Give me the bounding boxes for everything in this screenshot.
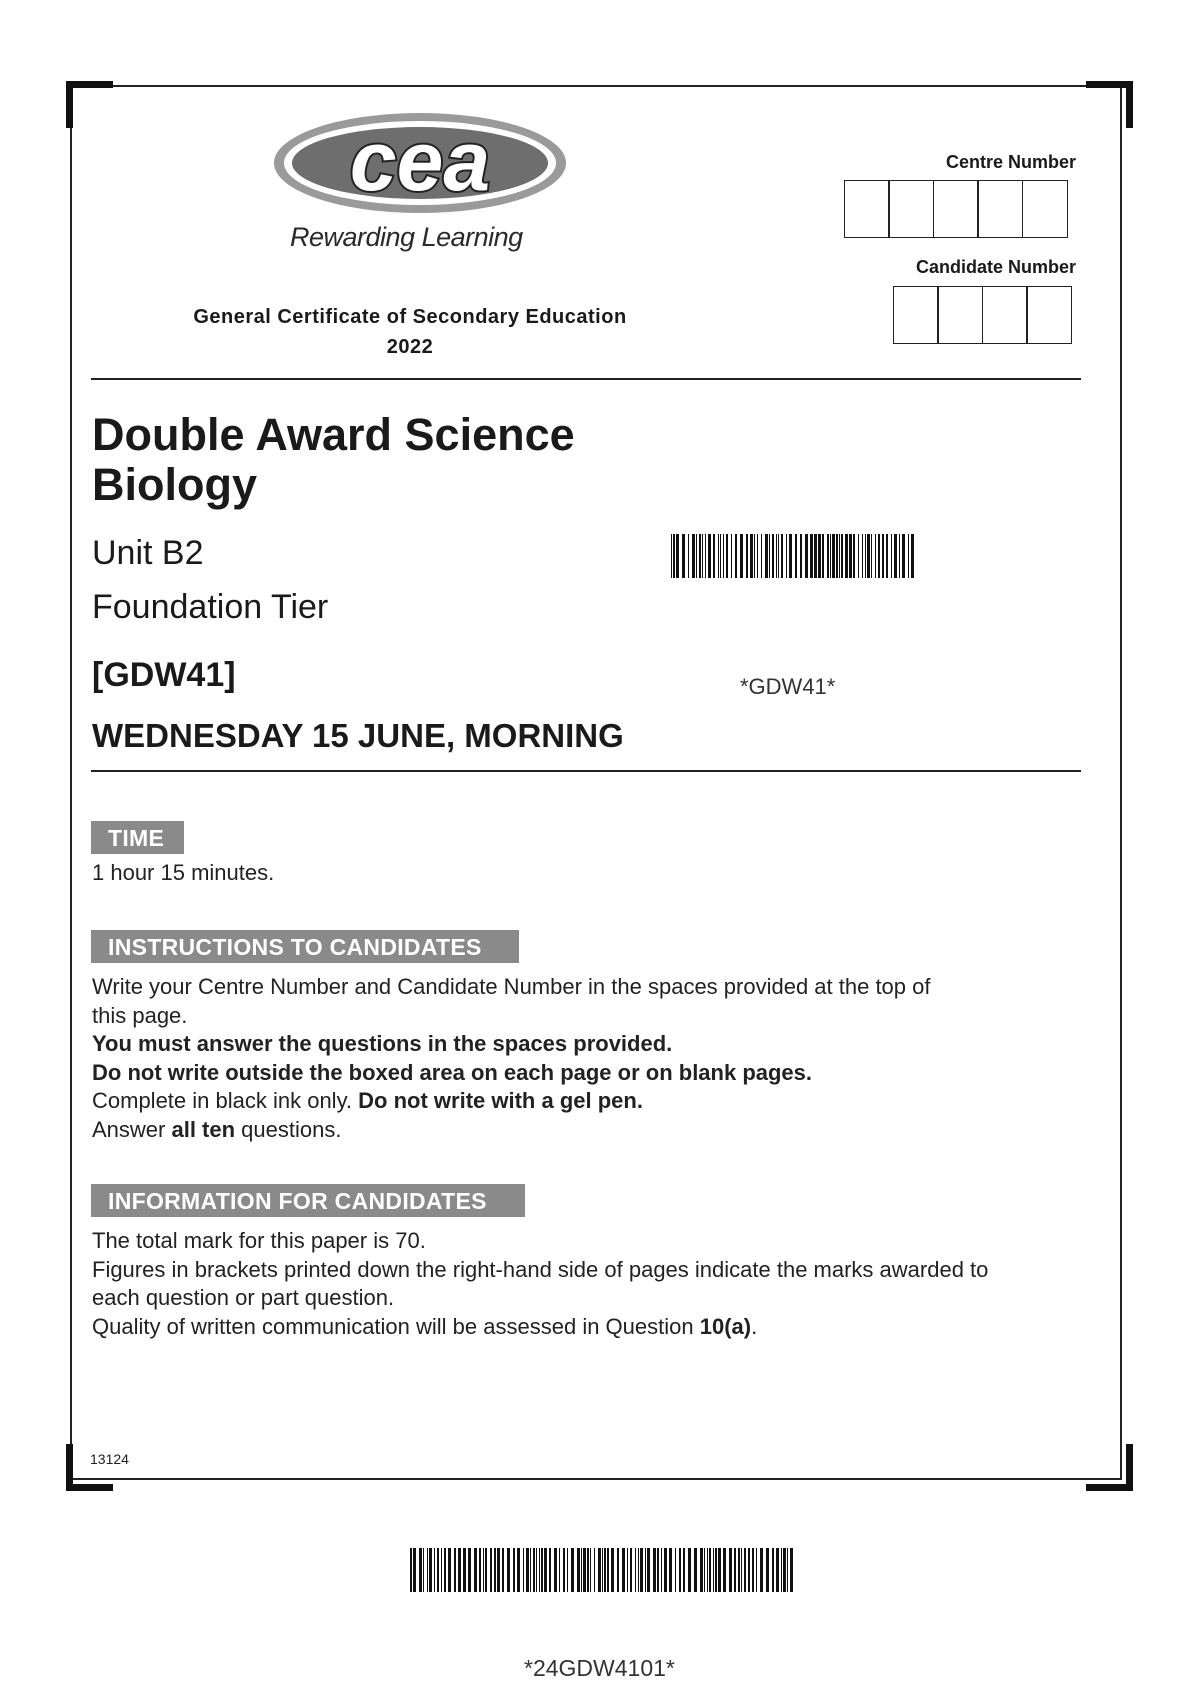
barcode-bar bbox=[891, 534, 892, 578]
barcode-bar bbox=[908, 534, 909, 578]
barcode-bar bbox=[899, 534, 900, 578]
barcode-bar bbox=[699, 534, 701, 578]
time-heading: TIME bbox=[91, 821, 184, 854]
barcode-bar bbox=[754, 534, 755, 578]
qualification-block bbox=[150, 302, 670, 362]
barcode-bar bbox=[878, 534, 880, 578]
frame-corner-bottom-right bbox=[1086, 1444, 1133, 1491]
barcode-bar bbox=[679, 1548, 681, 1592]
instruction-line bbox=[92, 1087, 1092, 1116]
candidate-number-boxes[interactable] bbox=[894, 286, 1072, 344]
barcode-bar bbox=[746, 534, 748, 578]
barcode-bar bbox=[708, 534, 711, 578]
barcode-bar bbox=[490, 1548, 492, 1592]
barcode-bar bbox=[731, 534, 732, 578]
barcode-bar bbox=[671, 534, 672, 578]
frame-corner-top-right bbox=[1086, 81, 1133, 128]
barcode-bar bbox=[769, 534, 770, 578]
barcode-bar bbox=[523, 1548, 524, 1592]
barcode-bar bbox=[627, 1548, 628, 1592]
barcode-bar bbox=[413, 1548, 416, 1592]
barcode-bar bbox=[783, 1548, 786, 1592]
barcode-bar bbox=[902, 534, 905, 578]
centre-number-boxes[interactable] bbox=[845, 180, 1068, 238]
barcode-bar bbox=[483, 1548, 484, 1592]
barcode-bar bbox=[715, 1548, 717, 1592]
barcode-bar bbox=[827, 534, 829, 578]
barcode-bar bbox=[541, 1548, 543, 1592]
barcode-bar bbox=[497, 1548, 500, 1592]
barcode-bar bbox=[781, 534, 783, 578]
instruction-text: Answer bbox=[92, 1116, 172, 1142]
barcode-bar bbox=[709, 1548, 711, 1592]
barcode-bar bbox=[700, 1548, 703, 1592]
information-line: The total mark for this paper is 70. bbox=[92, 1228, 426, 1253]
paper-unit: Unit B2 bbox=[92, 534, 204, 572]
paper-title-line: Double Award Science bbox=[92, 409, 575, 460]
barcode-bar bbox=[741, 1548, 742, 1592]
barcode-bar bbox=[911, 534, 914, 578]
barcode-bar bbox=[795, 534, 797, 578]
time-value: 1 hour 15 minutes. bbox=[92, 860, 275, 885]
barcode-bar bbox=[444, 1548, 446, 1592]
instruction-text: questions. bbox=[235, 1116, 342, 1142]
question-reference: 10(a) bbox=[699, 1313, 752, 1339]
barcode-bar bbox=[664, 1548, 667, 1592]
barcode-bar bbox=[757, 534, 758, 578]
barcode-bar bbox=[702, 534, 703, 578]
barcode-bar bbox=[886, 534, 888, 578]
candidate-number-digit[interactable] bbox=[893, 286, 939, 344]
barcode-bar bbox=[622, 1548, 625, 1592]
barcode-bar bbox=[760, 1548, 763, 1592]
barcode-bar bbox=[688, 1548, 691, 1592]
barcode-bar bbox=[682, 534, 685, 578]
information-text: Quality of written communication will be assessed in Question bbox=[92, 1313, 700, 1339]
barcode-bar bbox=[849, 534, 852, 578]
barcode-bar bbox=[707, 1548, 708, 1592]
barcode-bar bbox=[756, 1548, 757, 1592]
barcode-bar bbox=[458, 1548, 461, 1592]
barcode-bar bbox=[571, 1548, 574, 1592]
barcode-bar bbox=[485, 1548, 487, 1592]
barcode-bar bbox=[479, 1548, 481, 1592]
exam-date: WEDNESDAY 15 JUNE, MORNING bbox=[92, 717, 624, 754]
centre-number-digit[interactable] bbox=[1022, 180, 1068, 238]
barcode-bar bbox=[818, 534, 821, 578]
barcode-bar bbox=[611, 1548, 614, 1592]
barcode-bar bbox=[630, 1548, 632, 1592]
barcode-bar bbox=[587, 1548, 589, 1592]
barcode-bar bbox=[845, 534, 848, 578]
barcode-bar bbox=[723, 1548, 726, 1592]
information-heading: INFORMATION FOR CANDIDATES bbox=[91, 1184, 525, 1217]
barcode-bar bbox=[740, 534, 743, 578]
barcode-bar bbox=[776, 534, 777, 578]
barcode-bar bbox=[713, 1548, 714, 1592]
barcode-bar bbox=[526, 1548, 529, 1592]
barcode-bar bbox=[468, 1548, 471, 1592]
divider bbox=[91, 770, 1081, 772]
instruction-text: Complete in black ink only. bbox=[92, 1088, 359, 1113]
barcode-bar bbox=[657, 1548, 659, 1592]
logo-tagline: Rewarding Learning bbox=[290, 222, 523, 252]
barcode-bar bbox=[502, 1548, 504, 1592]
barcode-bar bbox=[790, 1548, 793, 1592]
barcode-bar bbox=[427, 1548, 428, 1592]
barcode-bar bbox=[669, 1548, 672, 1592]
barcode-bar bbox=[765, 534, 768, 578]
barcode-bar bbox=[513, 1548, 515, 1592]
information-line bbox=[92, 1313, 1092, 1342]
paper-title bbox=[92, 410, 575, 510]
barcode-bar bbox=[517, 1548, 520, 1592]
barcode-bar bbox=[448, 1548, 451, 1592]
centre-number-digit[interactable] bbox=[933, 180, 979, 238]
barcode-bar bbox=[554, 1548, 557, 1592]
instruction-emphasis: Do not write with a gel pen. bbox=[358, 1088, 643, 1113]
barcode-bar bbox=[410, 1548, 412, 1592]
divider bbox=[91, 378, 1081, 380]
barcode-bar bbox=[734, 1548, 736, 1592]
barcode-bar bbox=[494, 1548, 496, 1592]
barcode-bar bbox=[645, 1548, 646, 1592]
information-text bbox=[92, 1227, 1092, 1341]
barcode-bar bbox=[718, 1548, 721, 1592]
barcode-bar bbox=[744, 1548, 746, 1592]
barcode-bar bbox=[676, 534, 679, 578]
barcode-bar bbox=[559, 1548, 560, 1592]
barcode-bar bbox=[604, 1548, 606, 1592]
barcode-bar bbox=[789, 534, 792, 578]
barcode-bar bbox=[729, 1548, 732, 1592]
certificate-name: General Certificate of Secondary Education bbox=[193, 306, 627, 328]
candidate-number-digit[interactable] bbox=[937, 286, 983, 344]
barcode-bar bbox=[533, 1548, 535, 1592]
instructions-heading: INSTRUCTIONS TO CANDIDATES bbox=[91, 930, 519, 963]
barcode-bar bbox=[638, 1548, 639, 1592]
barcode-bar bbox=[836, 534, 838, 578]
information-line: Figures in brackets printed down the right-hand side of pages indicate the marks awarded to bbox=[92, 1256, 989, 1282]
frame-corner-top-left bbox=[66, 81, 113, 128]
barcode-bar bbox=[454, 1548, 456, 1592]
barcode-bar bbox=[718, 534, 719, 578]
barcode-bar bbox=[598, 1548, 601, 1592]
barcode-bar bbox=[761, 534, 762, 578]
barcode-bar bbox=[463, 1548, 466, 1592]
barcode-bar bbox=[688, 534, 689, 578]
barcode-bar bbox=[832, 534, 835, 578]
barcode-bar bbox=[894, 534, 897, 578]
paper-barcode bbox=[671, 534, 916, 578]
barcode-bar bbox=[867, 534, 870, 578]
candidate-number-digit[interactable] bbox=[982, 286, 1028, 344]
information-text: . bbox=[751, 1313, 758, 1339]
barcode-bar bbox=[653, 1548, 656, 1592]
barcode-bar bbox=[419, 1548, 422, 1592]
barcode-bar bbox=[617, 1548, 619, 1592]
paper-tier: Foundation Tier bbox=[92, 588, 329, 626]
barcode-bar bbox=[862, 534, 863, 578]
barcode-bar bbox=[772, 534, 774, 578]
barcode-bar bbox=[705, 534, 706, 578]
footer-barcode-text: *24GDW4101* bbox=[524, 1655, 675, 1681]
barcode-bar bbox=[814, 534, 817, 578]
barcode-bar bbox=[772, 1548, 774, 1592]
barcode-bar bbox=[810, 534, 813, 578]
barcode-bar bbox=[581, 1548, 582, 1592]
barcode-bar bbox=[563, 1548, 565, 1592]
centre-number-digit[interactable] bbox=[844, 180, 890, 238]
instruction-line bbox=[92, 1116, 1092, 1145]
barcode-bar bbox=[539, 1548, 540, 1592]
instruction-emphasis: all ten bbox=[171, 1116, 236, 1142]
barcode-bar bbox=[544, 1548, 547, 1592]
barcode-bar bbox=[437, 1548, 439, 1592]
instruction-line: Write your Centre Number and Candidate Number in the spaces provided at the top of bbox=[92, 974, 931, 999]
barcode-bar bbox=[683, 1548, 685, 1592]
paper-title-line: Biology bbox=[92, 459, 257, 510]
barcode-bar bbox=[841, 534, 843, 578]
barcode-bar bbox=[549, 1548, 551, 1592]
barcode-bar bbox=[822, 534, 824, 578]
footer-barcode bbox=[410, 1548, 798, 1592]
barcode-bar bbox=[748, 1548, 750, 1592]
centre-number-label: Centre Number bbox=[945, 152, 1076, 172]
candidate-number-digit[interactable] bbox=[1026, 286, 1072, 344]
barcode-bar bbox=[577, 1548, 580, 1592]
barcode-bar bbox=[735, 534, 737, 578]
time-text bbox=[92, 859, 1092, 888]
barcode-bar bbox=[713, 534, 715, 578]
barcode-bar bbox=[507, 1548, 510, 1592]
barcode-bar bbox=[567, 1548, 568, 1592]
candidate-number-label: Candidate Number bbox=[915, 257, 1076, 277]
barcode-bar bbox=[776, 1548, 779, 1592]
barcode-bar bbox=[661, 1548, 662, 1592]
barcode-bar bbox=[441, 1548, 442, 1592]
barcode-bar bbox=[778, 534, 779, 578]
barcode-bar bbox=[704, 1548, 705, 1592]
svg-text:cea: cea bbox=[349, 114, 491, 208]
barcode-bar bbox=[675, 1548, 676, 1592]
barcode-bar bbox=[875, 534, 876, 578]
barcode-bar bbox=[474, 1548, 477, 1592]
barcode-bar bbox=[865, 534, 866, 578]
barcode-bar bbox=[694, 1548, 697, 1592]
barcode-bar bbox=[602, 1548, 603, 1592]
barcode-bar bbox=[536, 1548, 537, 1592]
exam-year: 2022 bbox=[386, 336, 434, 358]
barcode-bar bbox=[594, 1548, 595, 1592]
barcode-bar bbox=[720, 534, 721, 578]
barcode-bar bbox=[696, 534, 697, 578]
barcode-bar bbox=[787, 1548, 788, 1592]
barcode-bar bbox=[871, 534, 872, 578]
instruction-line: this page. bbox=[92, 1002, 188, 1028]
barcode-bar bbox=[830, 534, 831, 578]
barcode-bar bbox=[805, 534, 808, 578]
barcode-bar bbox=[647, 1548, 650, 1592]
instruction-line: You must answer the questions in the spaces provided. bbox=[92, 1031, 673, 1056]
barcode-bar bbox=[781, 1548, 782, 1592]
barcode-bar bbox=[786, 534, 787, 578]
barcode-bar bbox=[692, 534, 695, 578]
barcode-bar bbox=[882, 534, 884, 578]
barcode-bar bbox=[640, 1548, 643, 1592]
barcode-bar bbox=[800, 534, 802, 578]
barcode-bar bbox=[635, 1548, 636, 1592]
barcode-bar bbox=[853, 534, 855, 578]
page-reference: 13124 bbox=[90, 1451, 129, 1467]
barcode-bar bbox=[858, 534, 859, 578]
barcode-bar bbox=[590, 1548, 591, 1592]
barcode-bar bbox=[726, 534, 728, 578]
centre-number-digit[interactable] bbox=[977, 180, 1023, 238]
barcode-bar bbox=[752, 1548, 754, 1592]
instructions-text bbox=[92, 973, 1092, 1144]
barcode-bar bbox=[530, 1548, 531, 1592]
centre-number-digit[interactable] bbox=[888, 180, 934, 238]
information-line: each question or part question. bbox=[92, 1285, 395, 1310]
barcode-bar bbox=[583, 1548, 586, 1592]
barcode-bar bbox=[429, 1548, 432, 1592]
barcode-bar bbox=[738, 1548, 740, 1592]
paper-code: [GDW41] bbox=[92, 656, 236, 694]
barcode-bar bbox=[723, 534, 724, 578]
barcode-bar bbox=[750, 534, 753, 578]
barcode-bar bbox=[423, 1548, 424, 1592]
barcode-bar bbox=[839, 534, 840, 578]
barcode-bar bbox=[766, 1548, 769, 1592]
barcode-bar bbox=[434, 1548, 435, 1592]
barcode-bar bbox=[673, 534, 675, 578]
paper-barcode-text: *GDW41* bbox=[740, 674, 836, 699]
barcode-bar bbox=[607, 1548, 609, 1592]
instruction-line: Do not write outside the boxed area on each page or on blank pages. bbox=[92, 1059, 813, 1085]
